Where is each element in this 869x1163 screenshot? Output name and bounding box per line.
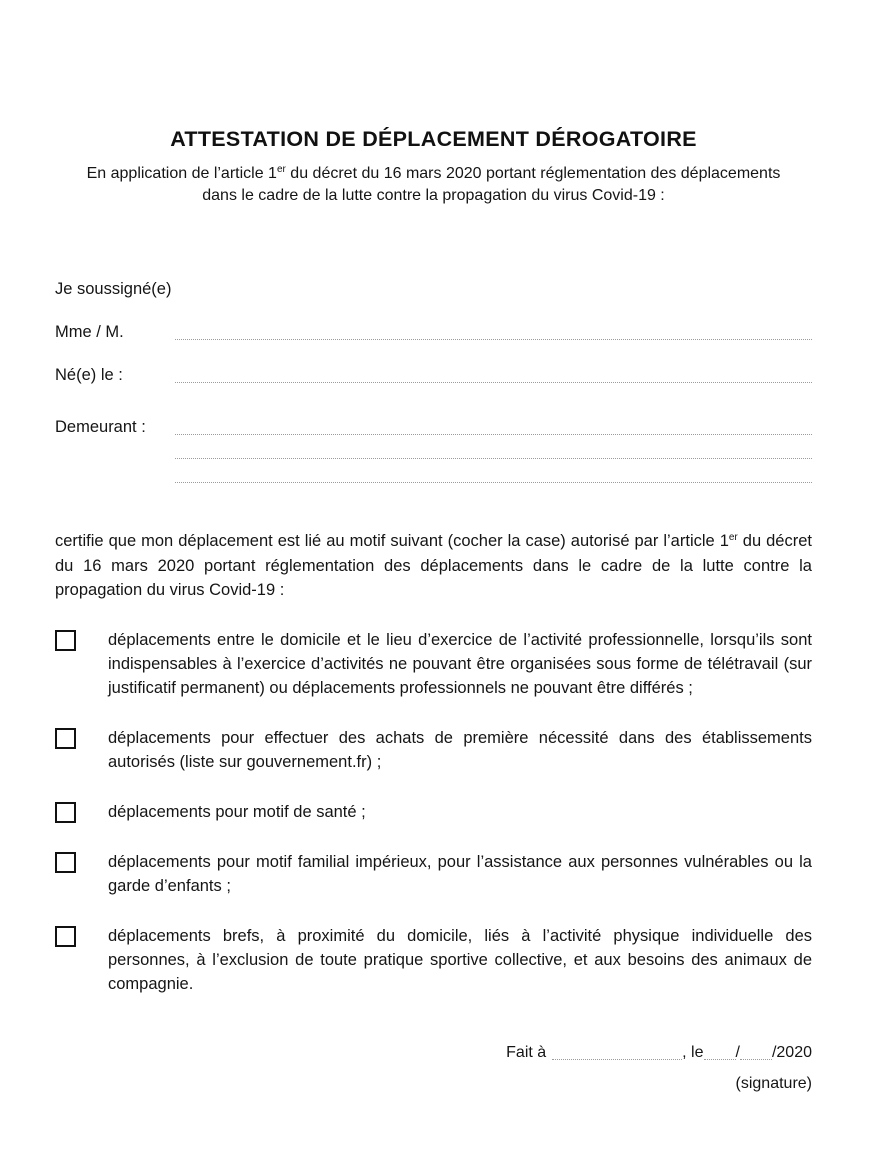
page-subtitle <box>87 163 781 207</box>
motif-item-activite-physique <box>55 924 812 996</box>
motif-checkbox-travail[interactable] <box>55 630 76 651</box>
le-label: , le <box>682 1044 704 1061</box>
certification-paragraph <box>55 529 812 603</box>
motif-item-sante <box>55 800 812 824</box>
month-input[interactable] <box>740 1044 772 1060</box>
address-field-row <box>55 415 812 439</box>
place-input[interactable] <box>552 1044 682 1060</box>
address-field-input-line1[interactable] <box>175 417 812 435</box>
motif-checkbox-sante[interactable] <box>55 802 76 823</box>
name-field-input[interactable] <box>175 322 812 340</box>
date-place-row <box>506 1042 812 1064</box>
address-field-input-line2[interactable] <box>175 439 812 459</box>
footer <box>506 1042 812 1095</box>
motif-item-achats <box>55 726 812 774</box>
address-field-input-line3[interactable] <box>175 463 812 483</box>
fait-a-label: Fait à <box>506 1044 547 1061</box>
year-label: /2020 <box>771 1044 812 1061</box>
motif-item-travail <box>55 628 812 700</box>
motif-checkbox-famille[interactable] <box>55 852 76 873</box>
motif-text-achats: déplacements pour effectuer des achats de première nécessité dans des établissements autorisés (liste sur gouvernement.fr) ; <box>108 728 812 771</box>
certification-superscript: er <box>728 532 738 543</box>
subtitle-superscript: er <box>276 164 286 175</box>
subtitle-text-continued: du décret du 16 mars 2020 portant réglementation des déplacements dans le cadre de la lutte contre la propagation du virus Covid-19 : <box>202 165 781 204</box>
day-input[interactable] <box>704 1044 736 1060</box>
intro-text: Je soussigné(e) <box>55 280 172 298</box>
signature-label: (signature) <box>735 1075 812 1092</box>
motif-text-famille: déplacements pour motif familial impérieux, pour l’assistance aux personnes vulnérables ou la garde d’enfants ; <box>108 852 812 895</box>
subtitle-text: En application de l’article 1 <box>86 165 277 182</box>
birthdate-field-input[interactable] <box>175 365 812 383</box>
motif-text-activite-physique: déplacements brefs, à proximité du domicile, liés à l’activité physique individuelle des personnes, à l’exclusion de toute pratique sportive collective, et aux besoins des animaux de compagnie. <box>108 926 812 993</box>
name-field-row <box>55 320 812 344</box>
name-field-label: Mme / M. <box>55 323 124 341</box>
birthdate-field-row <box>55 363 812 387</box>
motif-text-travail: déplacements entre le domicile et le lieu d’exercice de l’activité professionnelle, lorsqu’ils sont indispensables à l’exercice d’activités ne pouvant être organisées sous forme de télétravail (sur justificatif permanent) ou déplacements professionnels ne pouvant être différés ; <box>108 630 812 697</box>
motif-checkbox-achats[interactable] <box>55 728 76 749</box>
address-field-label: Demeurant : <box>55 418 146 436</box>
slash-separator: / <box>735 1044 740 1061</box>
page-title: ATTESTATION DE DÉPLACEMENT DÉROGATOIRE <box>170 127 697 151</box>
motif-list <box>55 628 812 996</box>
motif-checkbox-activite-physique[interactable] <box>55 926 76 947</box>
birthdate-field-label: Né(e) le : <box>55 366 123 384</box>
certification-text-continued: du décret du 16 mars 2020 portant réglementation des déplacements dans le cadre de la lutte contre la propagation du virus Covid-19 : <box>55 532 812 599</box>
motif-text-sante: déplacements pour motif de santé ; <box>108 802 366 821</box>
certification-text: certifie que mon déplacement est lié au motif suivant (cocher la case) autorisé par l’article 1 <box>55 532 729 550</box>
motif-item-famille <box>55 850 812 898</box>
